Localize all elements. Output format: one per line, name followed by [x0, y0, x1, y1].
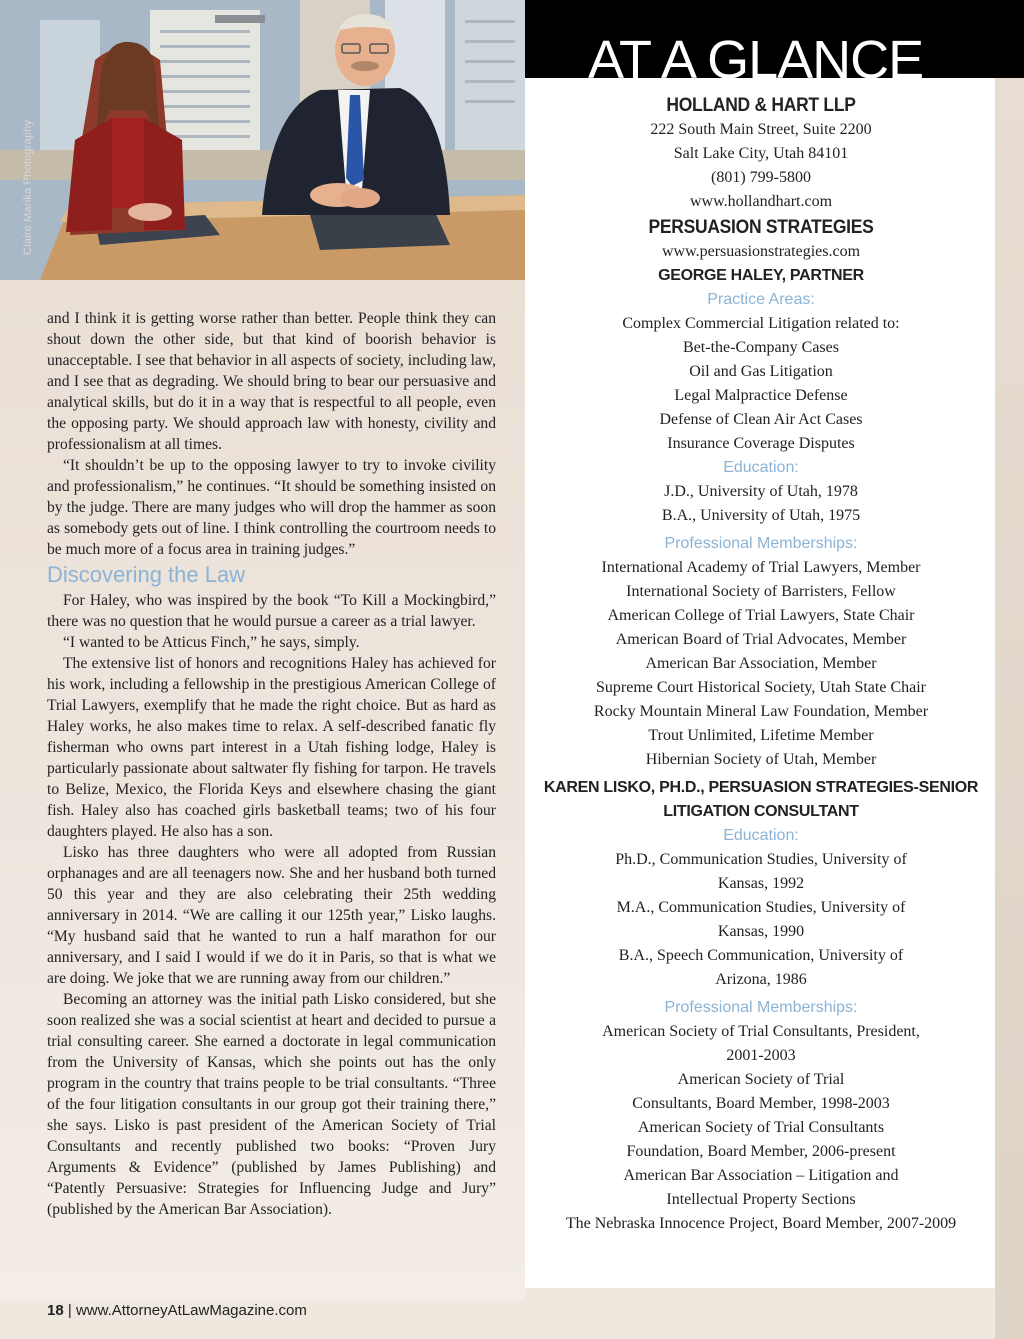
- membership-item: American Society of Trial Consultants: [637, 1119, 885, 1136]
- membership-item: Hibernian Society of Utah, Member: [645, 751, 877, 768]
- membership-item: American Board of Trial Advocates, Member: [615, 631, 907, 648]
- membership-item: American Society of Trial: [677, 1071, 845, 1088]
- practice-area: Oil and Gas Litigation: [689, 363, 833, 380]
- partner-name: GEORGE HALEY, PARTNER: [658, 267, 864, 284]
- article-paragraph: “It shouldn’t be up to the opposing lawyer to try to invoke civility and professionalism,” he continues. “It should be something insisted on by the judge. There are many judges who will drop the hammer as soon as somebody gets out of line. I think controlling the courtroom needs to be much more of a focus area in training judges.”: [47, 457, 496, 558]
- firm-phone: (801) 799-5800: [711, 169, 811, 186]
- memberships-heading: Professional Memberships:: [664, 999, 858, 1016]
- memberships-heading: Professional Memberships:: [664, 535, 858, 552]
- education-item: Arizona, 1986: [715, 971, 807, 988]
- section-heading: Discovering the Law: [47, 562, 246, 587]
- portrait-photo: [0, 0, 525, 280]
- membership-item: Rocky Mountain Mineral Law Foundation, Member: [593, 703, 929, 720]
- membership-item: 2001-2003: [726, 1047, 796, 1064]
- consultant-title: LITIGATION CONSULTANT: [663, 803, 859, 820]
- footer-website: www.AttorneyAtLawMagazine.com: [75, 1302, 307, 1319]
- practice-area: Bet-the-Company Cases: [683, 339, 839, 356]
- membership-item: International Academy of Trial Lawyers, Member: [601, 559, 921, 576]
- article-paragraph: Lisko has three daughters who were all adopted from Russian orphanages and are all teenagers now. She and her husband both turned 50 this year and they are also celebrating their 25th wedding anniversary in 2014. “We are calling it our 125th year,” Lisko laughs. “My husband said that he wanted to run a half marathon for our anniversary, and I said I would if we do it in Paris, so that is what we are doing. We joke that we are running away from our children.”: [47, 844, 496, 987]
- firm-address-line: 222 South Main Street, Suite 2200: [650, 121, 872, 138]
- consultant-name: KAREN LISKO, PH.D., PERSUASION STRATEGIES-SENIOR: [543, 779, 979, 796]
- education-heading: Education:: [723, 827, 799, 844]
- sidebar-title-bar: [525, 0, 1024, 90]
- practice-area: Legal Malpractice Defense: [674, 387, 848, 404]
- at-a-glance-sidebar: [528, 94, 994, 1236]
- membership-item: American Bar Association – Litigation and: [623, 1167, 899, 1184]
- firm-name: HOLLAND & HART LLP: [666, 95, 856, 116]
- education-item: M.A., Communication Studies, University of: [616, 899, 906, 916]
- membership-item: Supreme Court Historical Society, Utah State Chair: [595, 679, 926, 696]
- firm-website: www.hollandhart.com: [689, 193, 833, 210]
- article-body: [47, 308, 496, 1220]
- membership-item: Foundation, Board Member, 2006-present: [626, 1143, 896, 1160]
- photo-credit: Claire Marika Photography: [22, 119, 34, 255]
- page-number: 18: [47, 1302, 64, 1319]
- article-paragraph: Becoming an attorney was the initial path Lisko considered, but she soon realized she was a social scientist at heart and decided to pursue a trial consulting career. She earned a doctorate in legal communication from the University of Kansas, which she points out has the only program in the country that trains people to be trial consultants. “Three of the four litigation consultants in our group got their training there,” she says. Lisko is past president of the American Society of Trial Consultants and recently published two books: “Proven Jury Arguments & Evidence” (published by James Publishing) and “Patently Persuasive: Strategies for Influencing Judge and Jury” (published by the American Bar Association).: [47, 991, 496, 1218]
- education-heading: Education:: [723, 459, 799, 476]
- company-name: PERSUASION STRATEGIES: [648, 217, 874, 238]
- membership-item: Intellectual Property Sections: [666, 1191, 856, 1208]
- article-paragraph: and I think it is getting worse rather than better. People think they can shout down the other side, but that kind of boorish behavior is unacceptable. I see that behavior in all aspects of society, including law, and I see that as degrading. We should bring to bear our persuasive and analytical skills, but do it in a way that is respectful to all people, even the opposing party. We should approach law with honesty, civility and professionalism at all times.: [47, 310, 496, 453]
- practice-area: Defense of Clean Air Act Cases: [659, 411, 863, 428]
- decorative-strip: [995, 78, 1024, 1339]
- membership-item: The Nebraska Innocence Project, Board Member, 2007-2009: [565, 1215, 957, 1232]
- sidebar-title: AT A GLANCE: [588, 30, 924, 90]
- article-paragraph: The extensive list of honors and recognitions Haley has achieved for his work, including a fellowship in the prestigious American College of Trial Lawyers, exemplify that he made the right choice. But as hard as Haley works, he also makes time to relax. A self-described fanatic fly fisherman who owns part interest in a Utah fishing lodge, Haley is particularly passionate about saltwater fly fishing for tarpon. He travels to Belize, Mexico, the Florida Keys and elsewhere chasing the giant fish. Haley also has coached girls basketball teams; two of his four daughters played. He also has a son.: [47, 655, 496, 840]
- footer-separator: |: [67, 1302, 72, 1319]
- education-item: Kansas, 1992: [717, 875, 805, 892]
- membership-item: Consultants, Board Member, 1998-2003: [632, 1095, 890, 1112]
- membership-item: American College of Trial Lawyers, State Chair: [607, 607, 915, 624]
- education-item: Kansas, 1990: [717, 923, 805, 940]
- page-footer: [47, 1302, 307, 1319]
- company-website: www.persuasionstrategies.com: [661, 243, 861, 260]
- firm-address-line: Salt Lake City, Utah 84101: [673, 145, 849, 162]
- practice-area: Insurance Coverage Disputes: [667, 435, 855, 452]
- education-item: B.A., University of Utah, 1975: [661, 507, 861, 524]
- education-item: B.A., Speech Communication, University of: [618, 947, 904, 964]
- membership-item: International Society of Barristers, Fellow: [626, 583, 896, 600]
- photo-scene: [0, 0, 525, 280]
- article-paragraph: For Haley, who was inspired by the book “To Kill a Mockingbird,” there was no question that he would pursue a career as a trial lawyer.: [47, 592, 496, 630]
- membership-item: Trout Unlimited, Lifetime Member: [648, 727, 874, 744]
- membership-item: American Bar Association, Member: [645, 655, 877, 672]
- practice-area: Complex Commercial Litigation related to:: [622, 315, 900, 332]
- article-paragraph: “I wanted to be Atticus Finch,” he says, simply.: [63, 634, 360, 651]
- education-item: Ph.D., Communication Studies, University of: [615, 851, 907, 868]
- education-item: J.D., University of Utah, 1978: [664, 483, 858, 500]
- membership-item: American Society of Trial Consultants, President,: [602, 1023, 920, 1040]
- practice-areas-heading: Practice Areas:: [707, 291, 815, 308]
